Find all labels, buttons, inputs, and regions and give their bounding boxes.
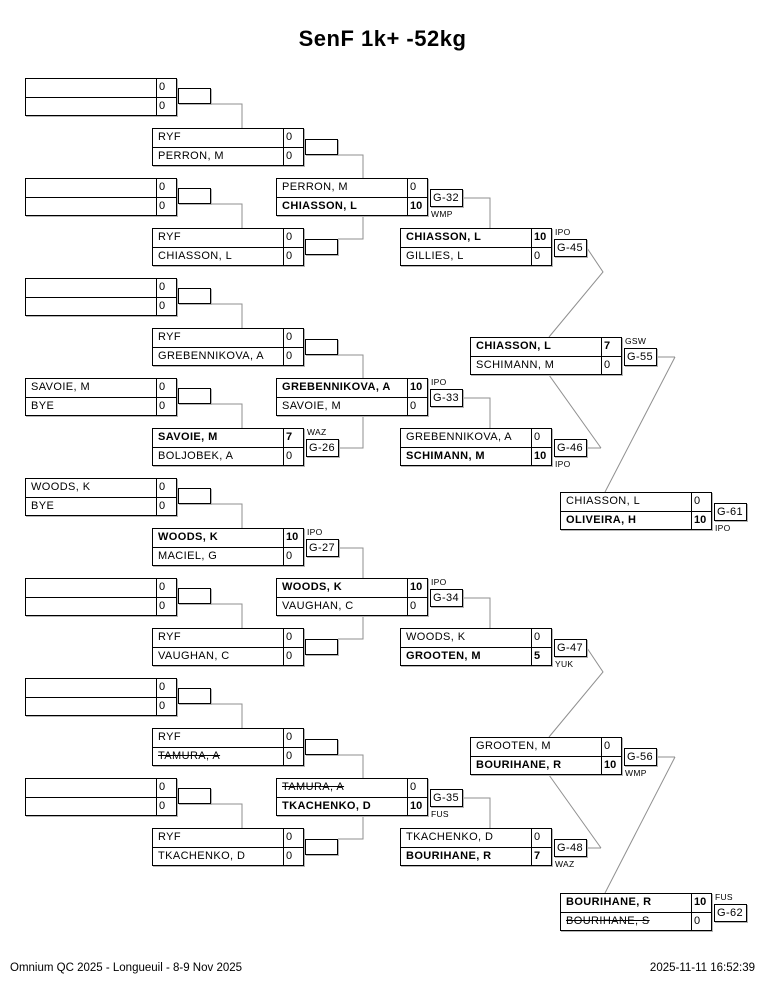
- connector-line: [211, 404, 242, 428]
- match-box: [25, 178, 177, 216]
- match-box: [152, 528, 304, 566]
- connector-box: [178, 688, 211, 704]
- connector-diagonal-line: [549, 375, 601, 448]
- competitor-row: [26, 97, 176, 116]
- competitor-row: [153, 647, 303, 666]
- competitor-name: GROOTEN, M: [471, 738, 602, 756]
- competitor-name: RYF: [153, 129, 284, 147]
- competitor-name: CHIASSON, L: [401, 229, 532, 247]
- competitor-row: [153, 747, 303, 766]
- competitor-name: RYF: [153, 829, 284, 847]
- competitor-score: 0: [159, 699, 166, 712]
- competitor-row: [26, 397, 176, 416]
- connector-line: [211, 104, 242, 128]
- match-number-label: G-34: [430, 589, 463, 607]
- competitor-score: 0: [286, 549, 293, 562]
- competitor-score: 0: [159, 499, 166, 512]
- competitor-row: [277, 179, 427, 197]
- competitor-name: [26, 598, 157, 616]
- competitor-score: 0: [410, 181, 417, 193]
- connector-line: [211, 704, 242, 728]
- competitor-name: SAVOIE, M: [277, 398, 408, 416]
- competitor-score: 10: [410, 581, 423, 593]
- result-note: WAZ: [307, 427, 327, 437]
- competitor-row: [153, 629, 303, 647]
- match-box: [25, 78, 177, 116]
- competitor-score: 10: [286, 531, 299, 543]
- match-box: [25, 378, 177, 416]
- competitor-row: [26, 679, 176, 697]
- competitor-row: [153, 229, 303, 247]
- competitor-score: 0: [604, 740, 611, 752]
- match-box: [400, 228, 552, 266]
- competitor-row: [401, 647, 551, 666]
- competitor-row: [153, 847, 303, 866]
- competitor-score: 0: [286, 249, 293, 262]
- competitor-row: [153, 829, 303, 847]
- connector-diagonal-line: [605, 357, 675, 492]
- competitor-score: 0: [694, 495, 701, 507]
- competitor-score: 0: [286, 749, 293, 762]
- connector-line: [338, 216, 363, 239]
- competitor-name: TKACHENKO, D: [277, 798, 408, 816]
- match-box: [560, 492, 712, 530]
- competitor-name: [26, 579, 157, 597]
- competitor-score: 0: [534, 831, 541, 843]
- match-box: [152, 728, 304, 766]
- competitor-score: 0: [410, 781, 417, 793]
- competitor-name: [26, 179, 157, 197]
- competitor-row: [153, 447, 303, 466]
- result-note: IPO: [307, 527, 323, 537]
- competitor-name: WOODS, K: [26, 479, 157, 497]
- competitor-row: [153, 729, 303, 747]
- competitor-name: RYF: [153, 729, 284, 747]
- connector-box: [178, 788, 211, 804]
- competitor-score: 0: [286, 831, 293, 843]
- competitor-score: 0: [694, 914, 701, 927]
- competitor-row: [26, 79, 176, 97]
- competitor-score: 0: [159, 799, 166, 812]
- competitor-row: [26, 197, 176, 216]
- competitor-name: RYF: [153, 229, 284, 247]
- competitor-name: WOODS, K: [401, 629, 532, 647]
- competitor-row: [401, 247, 551, 266]
- competitor-row: [153, 429, 303, 447]
- connector-box: [178, 88, 211, 104]
- result-note: IPO: [715, 523, 731, 533]
- connector-box: [305, 839, 338, 855]
- competitor-row: [471, 756, 621, 775]
- competitor-name: RYF: [153, 629, 284, 647]
- match-box: [25, 778, 177, 816]
- competitor-row: [277, 597, 427, 616]
- competitor-score: 0: [159, 599, 166, 612]
- competitor-score: 0: [534, 249, 541, 262]
- competitor-row: [153, 347, 303, 366]
- competitor-row: [561, 493, 711, 511]
- connector-box: [178, 488, 211, 504]
- competitor-name: SCHIMANN, M: [401, 448, 532, 466]
- competitor-row: [277, 579, 427, 597]
- competitor-score: 10: [410, 199, 423, 212]
- competitor-name: CHIASSON, L: [561, 493, 692, 511]
- match-number-label: G-62: [714, 904, 747, 922]
- competitor-row: [401, 447, 551, 466]
- competitor-name: PERRON, M: [153, 148, 284, 166]
- match-number-label: G-61: [714, 503, 747, 521]
- competitor-score: 0: [286, 349, 293, 362]
- result-note: WAZ: [555, 859, 575, 869]
- match-number-label: G-32: [430, 189, 463, 207]
- connector-line: [463, 798, 490, 828]
- connector-box: [305, 139, 338, 155]
- competitor-row: [26, 179, 176, 197]
- competitor-score: 0: [159, 581, 166, 593]
- match-box: [276, 778, 428, 816]
- result-note: IPO: [431, 377, 447, 387]
- competitor-name: VAUGHAN, C: [153, 648, 284, 666]
- competitor-row: [277, 379, 427, 397]
- competitor-row: [153, 129, 303, 147]
- competitor-row: [401, 229, 551, 247]
- competitor-score: 10: [694, 896, 707, 908]
- competitor-score: 0: [286, 331, 293, 343]
- connector-box: [305, 239, 338, 255]
- competitor-row: [561, 511, 711, 530]
- connector-box: [178, 388, 211, 404]
- match-number-label: G-46: [554, 439, 587, 457]
- competitor-row: [277, 197, 427, 216]
- match-number-label: G-55: [624, 348, 657, 366]
- result-note: WMP: [431, 209, 453, 219]
- competitor-score: 0: [159, 199, 166, 212]
- competitor-name: TKACHENKO, D: [401, 829, 532, 847]
- competitor-name: SAVOIE, M: [26, 379, 157, 397]
- competitor-score: 10: [604, 758, 617, 771]
- competitor-row: [401, 847, 551, 866]
- connector-line: [338, 355, 363, 378]
- competitor-name: GREBENNIKOVA, A: [401, 429, 532, 447]
- connector-line: [463, 198, 490, 228]
- match-number-label: G-56: [624, 748, 657, 766]
- competitor-name: TAMURA, A: [277, 779, 408, 797]
- competitor-score: 0: [286, 231, 293, 243]
- match-box: [25, 478, 177, 516]
- competitor-row: [471, 738, 621, 756]
- result-note: IPO: [555, 227, 571, 237]
- competitor-row: [26, 379, 176, 397]
- competitor-name: SAVOIE, M: [153, 429, 284, 447]
- competitor-score: 0: [159, 481, 166, 493]
- competitor-row: [153, 547, 303, 566]
- connector-line: [463, 398, 490, 428]
- competitor-name: BOLJOBEK, A: [153, 448, 284, 466]
- competitor-name: PERRON, M: [277, 179, 408, 197]
- competitor-name: BOURIHANE, S: [561, 913, 692, 931]
- result-note: FUS: [431, 809, 449, 819]
- match-number-label: G-33: [430, 389, 463, 407]
- competitor-name: BOURIHANE, R: [561, 894, 692, 912]
- competitor-name: WOODS, K: [153, 529, 284, 547]
- competitor-row: [277, 797, 427, 816]
- match-number-label: G-26: [306, 439, 339, 457]
- competitor-score: 0: [286, 131, 293, 143]
- competitor-row: [401, 829, 551, 847]
- connector-line: [211, 804, 242, 828]
- connector-line: [338, 155, 363, 178]
- competitor-row: [153, 247, 303, 266]
- match-box: [276, 578, 428, 616]
- competitor-name: [26, 98, 157, 116]
- connector-diagonal-line: [549, 775, 601, 848]
- match-box: [400, 628, 552, 666]
- competitor-name: [26, 198, 157, 216]
- competitor-row: [153, 529, 303, 547]
- competitor-score: 0: [286, 449, 293, 462]
- competitor-score: 10: [410, 381, 423, 393]
- competitor-score: 10: [534, 449, 547, 462]
- connector-line: [211, 204, 242, 228]
- competitor-row: [471, 338, 621, 356]
- competitor-row: [26, 579, 176, 597]
- competitor-name: CHIASSON, L: [277, 198, 408, 216]
- result-note: WMP: [625, 768, 647, 778]
- connector-box: [305, 339, 338, 355]
- connector-box: [178, 188, 211, 204]
- competitor-name: GILLIES, L: [401, 248, 532, 266]
- competitor-score: 5: [534, 649, 541, 662]
- match-box: [152, 128, 304, 166]
- competitor-name: GROOTEN, M: [401, 648, 532, 666]
- competitor-score: 0: [159, 381, 166, 393]
- competitor-score: 0: [286, 649, 293, 662]
- match-box: [276, 178, 428, 216]
- match-number-label: G-47: [554, 639, 587, 657]
- connector-line: [211, 304, 242, 328]
- competitor-score: 0: [286, 849, 293, 862]
- competitor-name: TKACHENKO, D: [153, 848, 284, 866]
- match-box: [470, 337, 622, 375]
- connector-line: [339, 548, 363, 578]
- competitor-score: 0: [159, 181, 166, 193]
- competitor-name: OLIVEIRA, H: [561, 512, 692, 530]
- competitor-score: 0: [159, 81, 166, 93]
- competitor-row: [26, 797, 176, 816]
- competitor-score: 7: [534, 849, 541, 862]
- competitor-name: MACIEL, G: [153, 548, 284, 566]
- connector-box: [178, 588, 211, 604]
- competitor-row: [401, 429, 551, 447]
- match-box: [400, 428, 552, 466]
- competitor-row: [277, 397, 427, 416]
- competitor-score: 0: [159, 681, 166, 693]
- competitor-name: CHIASSON, L: [471, 338, 602, 356]
- competitor-name: BOURIHANE, R: [471, 757, 602, 775]
- competitor-name: [26, 679, 157, 697]
- competitor-score: 7: [604, 340, 611, 352]
- competitor-score: 10: [534, 231, 547, 243]
- footer-timestamp: 2025-11-11 16:52:39: [649, 962, 755, 974]
- competitor-row: [26, 779, 176, 797]
- connector-box: [305, 739, 338, 755]
- match-box: [152, 628, 304, 666]
- result-note: FUS: [715, 892, 733, 902]
- match-number-label: G-45: [554, 239, 587, 257]
- competitor-name: [26, 298, 157, 316]
- competitor-name: WOODS, K: [277, 579, 408, 597]
- competitor-score: 0: [286, 731, 293, 743]
- competitor-name: GREBENNIKOVA, A: [277, 379, 408, 397]
- competitor-score: 0: [534, 631, 541, 643]
- match-box: [152, 828, 304, 866]
- result-note: YUK: [555, 659, 574, 669]
- match-box: [276, 378, 428, 416]
- competitor-score: 0: [286, 149, 293, 162]
- competitor-name: GREBENNIKOVA, A: [153, 348, 284, 366]
- competitor-name: VAUGHAN, C: [277, 598, 408, 616]
- competitor-row: [26, 697, 176, 716]
- competitor-name: RYF: [153, 329, 284, 347]
- connector-line: [338, 755, 363, 778]
- match-box: [560, 893, 712, 931]
- competitor-score: 0: [159, 299, 166, 312]
- competitor-name: TAMURA, A: [153, 748, 284, 766]
- competitor-row: [277, 779, 427, 797]
- connector-line: [338, 816, 363, 839]
- competitor-score: 7: [286, 431, 293, 443]
- connector-box: [305, 639, 338, 655]
- competitor-score: 0: [604, 358, 611, 371]
- match-box: [470, 737, 622, 775]
- match-box: [152, 328, 304, 366]
- match-box: [152, 428, 304, 466]
- result-note: IPO: [555, 459, 571, 469]
- competitor-row: [153, 329, 303, 347]
- footer-event: Omnium QC 2025 - Longueuil - 8-9 Nov 2025: [10, 962, 243, 974]
- competitor-row: [471, 356, 621, 375]
- match-box: [152, 228, 304, 266]
- match-box: [25, 278, 177, 316]
- competitor-row: [26, 479, 176, 497]
- competitor-name: BYE: [26, 498, 157, 516]
- competitor-name: [26, 698, 157, 716]
- competitor-score: 0: [534, 431, 541, 443]
- match-box: [25, 578, 177, 616]
- connector-line: [339, 416, 363, 448]
- connector-line: [211, 504, 242, 528]
- competitor-score: 10: [694, 513, 707, 526]
- competitor-score: 0: [286, 631, 293, 643]
- match-box: [400, 828, 552, 866]
- competitor-score: 0: [410, 399, 417, 412]
- page-title: SenF 1k+ -52kg: [298, 26, 467, 51]
- competitor-row: [26, 497, 176, 516]
- competitor-name: BOURIHANE, R: [401, 848, 532, 866]
- match-number-label: G-35: [430, 789, 463, 807]
- competitor-name: BYE: [26, 398, 157, 416]
- connector-line: [338, 616, 363, 639]
- competitor-score: 0: [159, 99, 166, 112]
- competitor-name: [26, 798, 157, 816]
- competitor-name: [26, 279, 157, 297]
- match-box: [25, 678, 177, 716]
- competitor-row: [26, 279, 176, 297]
- competitor-score: 10: [410, 799, 423, 812]
- competitor-row: [561, 894, 711, 912]
- result-note: IPO: [431, 577, 447, 587]
- match-number-label: G-27: [306, 539, 339, 557]
- connector-line: [463, 598, 490, 628]
- result-note: GSW: [625, 336, 647, 346]
- connector-line: [211, 604, 242, 628]
- match-number-label: G-48: [554, 839, 587, 857]
- competitor-score: 0: [159, 781, 166, 793]
- competitor-row: [153, 147, 303, 166]
- competitor-score: 0: [159, 281, 166, 293]
- competitor-row: [561, 912, 711, 931]
- competitor-name: [26, 779, 157, 797]
- competitor-row: [401, 629, 551, 647]
- competitor-row: [26, 597, 176, 616]
- competitor-name: CHIASSON, L: [153, 248, 284, 266]
- competitor-name: [26, 79, 157, 97]
- connector-box: [178, 288, 211, 304]
- competitor-name: SCHIMANN, M: [471, 357, 602, 375]
- competitor-score: 0: [159, 399, 166, 412]
- competitor-score: 0: [410, 599, 417, 612]
- connector-diagonal-line: [549, 248, 603, 337]
- competitor-row: [26, 297, 176, 316]
